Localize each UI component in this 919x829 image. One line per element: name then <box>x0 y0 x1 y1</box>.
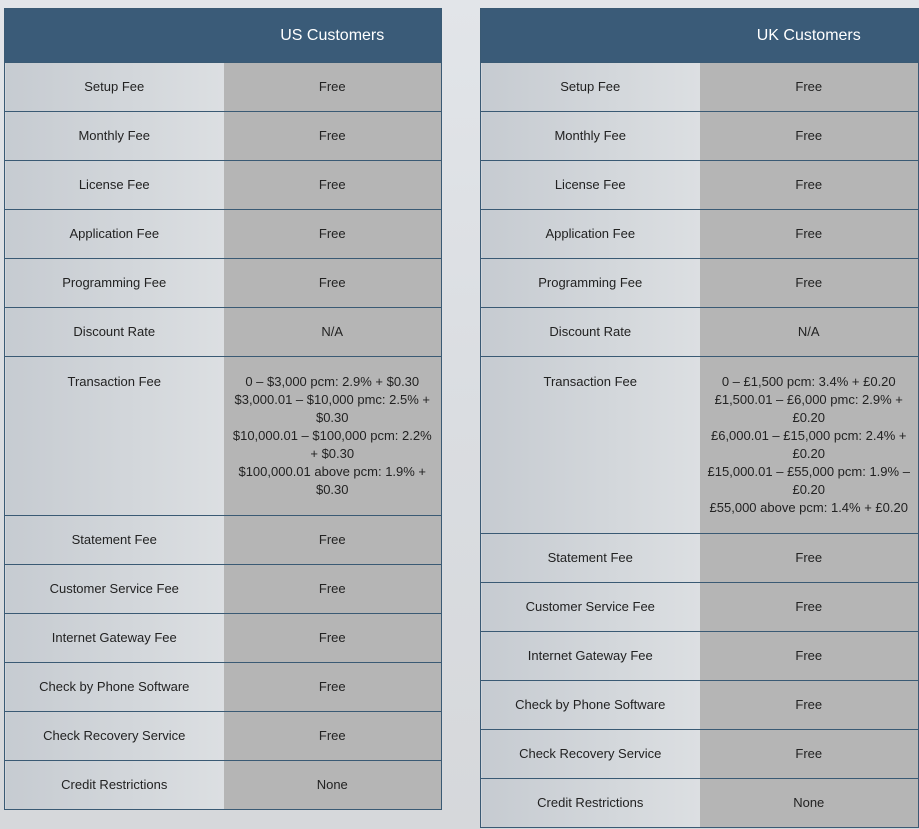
fee-value <box>700 357 919 534</box>
fee-label: Programming Fee <box>481 259 700 308</box>
fee-value-line: Free <box>318 226 346 241</box>
fee-value-line: Free <box>795 599 823 614</box>
fee-value <box>224 259 442 308</box>
fee-value-line: Free <box>318 128 346 143</box>
fee-value <box>224 761 442 810</box>
table-row <box>5 112 442 161</box>
table-row <box>5 565 442 614</box>
us-pricing-table <box>4 8 442 810</box>
fee-value-line: Free <box>795 275 823 290</box>
fee-value <box>700 63 919 112</box>
fee-label: Application Fee <box>5 210 224 259</box>
fee-label: Application Fee <box>481 210 700 259</box>
fee-value <box>700 583 919 632</box>
fee-label: Transaction Fee <box>5 357 224 516</box>
fee-value <box>224 357 442 516</box>
fee-value <box>224 614 442 663</box>
table-row <box>5 308 442 357</box>
fee-label: Setup Fee <box>5 63 224 112</box>
table-row <box>481 681 919 730</box>
fee-value-line: Free <box>318 630 346 645</box>
fee-value-line: Free <box>318 728 346 743</box>
fee-value <box>700 681 919 730</box>
table-row <box>481 308 919 357</box>
fee-label: Check Recovery Service <box>5 712 224 761</box>
table-row <box>481 534 919 583</box>
fee-value <box>224 712 442 761</box>
table-row <box>481 357 919 534</box>
table-row <box>5 761 442 810</box>
table-row <box>481 112 919 161</box>
fee-value-line: N/A <box>797 324 820 339</box>
table-row <box>5 663 442 712</box>
fee-value <box>700 632 919 681</box>
fee-label: License Fee <box>5 161 224 210</box>
fee-value-line: Free <box>795 746 823 761</box>
fee-label: Internet Gateway Fee <box>481 632 700 681</box>
fee-value-line: £1,500.01 – £6,000 pmc: 2.9% + £0.20 <box>714 392 903 425</box>
fee-value <box>700 259 919 308</box>
table-row <box>5 210 442 259</box>
table-row <box>481 63 919 112</box>
table-row <box>481 210 919 259</box>
table-row <box>5 63 442 112</box>
fee-value-line: Free <box>795 177 823 192</box>
fee-value <box>224 516 442 565</box>
table-row <box>5 712 442 761</box>
fee-label: Monthly Fee <box>481 112 700 161</box>
fee-value-line: Free <box>318 79 346 94</box>
table-header-row <box>5 9 442 63</box>
uk-pricing-table <box>480 8 919 828</box>
table-header-row <box>481 9 919 63</box>
table-row <box>5 614 442 663</box>
fee-value-line: Free <box>318 532 346 547</box>
fee-label: License Fee <box>481 161 700 210</box>
fee-value <box>700 730 919 779</box>
us-customers-header: US Customers <box>224 9 442 63</box>
fee-value-line: None <box>793 795 825 810</box>
fee-value <box>700 112 919 161</box>
fee-label: Statement Fee <box>5 516 224 565</box>
header-empty-cell <box>481 9 700 63</box>
fee-label: Setup Fee <box>481 63 700 112</box>
fee-value <box>700 210 919 259</box>
fee-label: Discount Rate <box>481 308 700 357</box>
us-fee-rows <box>5 63 442 810</box>
fee-value-line: Free <box>318 679 346 694</box>
fee-label: Programming Fee <box>5 259 224 308</box>
table-row <box>481 730 919 779</box>
fee-label: Monthly Fee <box>5 112 224 161</box>
fee-value <box>224 161 442 210</box>
fee-value <box>224 565 442 614</box>
fee-value-line: £55,000 above pcm: 1.4% + £0.20 <box>709 500 908 515</box>
table-row <box>5 516 442 565</box>
fee-value <box>224 210 442 259</box>
fee-value <box>224 63 442 112</box>
fee-label: Credit Restrictions <box>481 779 700 828</box>
fee-label: Statement Fee <box>481 534 700 583</box>
fee-value-line: $10,000.01 – $100,000 pcm: 2.2% + $0.30 <box>232 428 432 461</box>
fee-value-line: Free <box>795 697 823 712</box>
fee-value-line: Free <box>318 581 346 596</box>
fee-value-line: £15,000.01 – £55,000 pcm: 1.9% – £0.20 <box>707 464 910 497</box>
fee-value-line: Free <box>318 275 346 290</box>
table-row <box>481 259 919 308</box>
fee-value-line: $3,000.01 – $10,000 pmc: 2.5% + $0.30 <box>234 392 430 425</box>
fee-label: Discount Rate <box>5 308 224 357</box>
fee-value-line: £6,000.01 – £15,000 pcm: 2.4% + £0.20 <box>710 428 907 461</box>
uk-fee-rows <box>481 63 919 828</box>
table-row <box>481 632 919 681</box>
fee-label: Check Recovery Service <box>481 730 700 779</box>
fee-label: Credit Restrictions <box>5 761 224 810</box>
fee-value <box>224 663 442 712</box>
fee-value-line: Free <box>795 550 823 565</box>
fee-value-line: Free <box>795 79 823 94</box>
fee-label: Transaction Fee <box>481 357 700 534</box>
fee-value <box>700 534 919 583</box>
table-row <box>481 583 919 632</box>
table-row <box>5 259 442 308</box>
fee-value-line: Free <box>795 648 823 663</box>
fee-value-line: $100,000.01 above pcm: 1.9% + $0.30 <box>238 464 427 497</box>
fee-label: Customer Service Fee <box>481 583 700 632</box>
fee-value-line: 0 – $3,000 pcm: 2.9% + $0.30 <box>245 374 420 389</box>
table-row <box>5 161 442 210</box>
fee-value-line: Free <box>795 226 823 241</box>
table-row <box>5 357 442 516</box>
fee-value-line: 0 – £1,500 pcm: 3.4% + £0.20 <box>721 374 896 389</box>
table-row <box>481 779 919 828</box>
fee-value-line: None <box>316 777 348 792</box>
fee-value-line: Free <box>795 128 823 143</box>
fee-value <box>700 161 919 210</box>
header-empty-cell <box>5 9 224 63</box>
table-row <box>481 161 919 210</box>
uk-customers-header: UK Customers <box>700 9 919 63</box>
fee-label: Internet Gateway Fee <box>5 614 224 663</box>
fee-label: Check by Phone Software <box>5 663 224 712</box>
fee-label: Customer Service Fee <box>5 565 224 614</box>
fee-label: Check by Phone Software <box>481 681 700 730</box>
fee-value <box>224 308 442 357</box>
fee-value <box>700 779 919 828</box>
fee-value-line: Free <box>318 177 346 192</box>
fee-value <box>224 112 442 161</box>
fee-value-line: N/A <box>321 324 344 339</box>
fee-value <box>700 308 919 357</box>
